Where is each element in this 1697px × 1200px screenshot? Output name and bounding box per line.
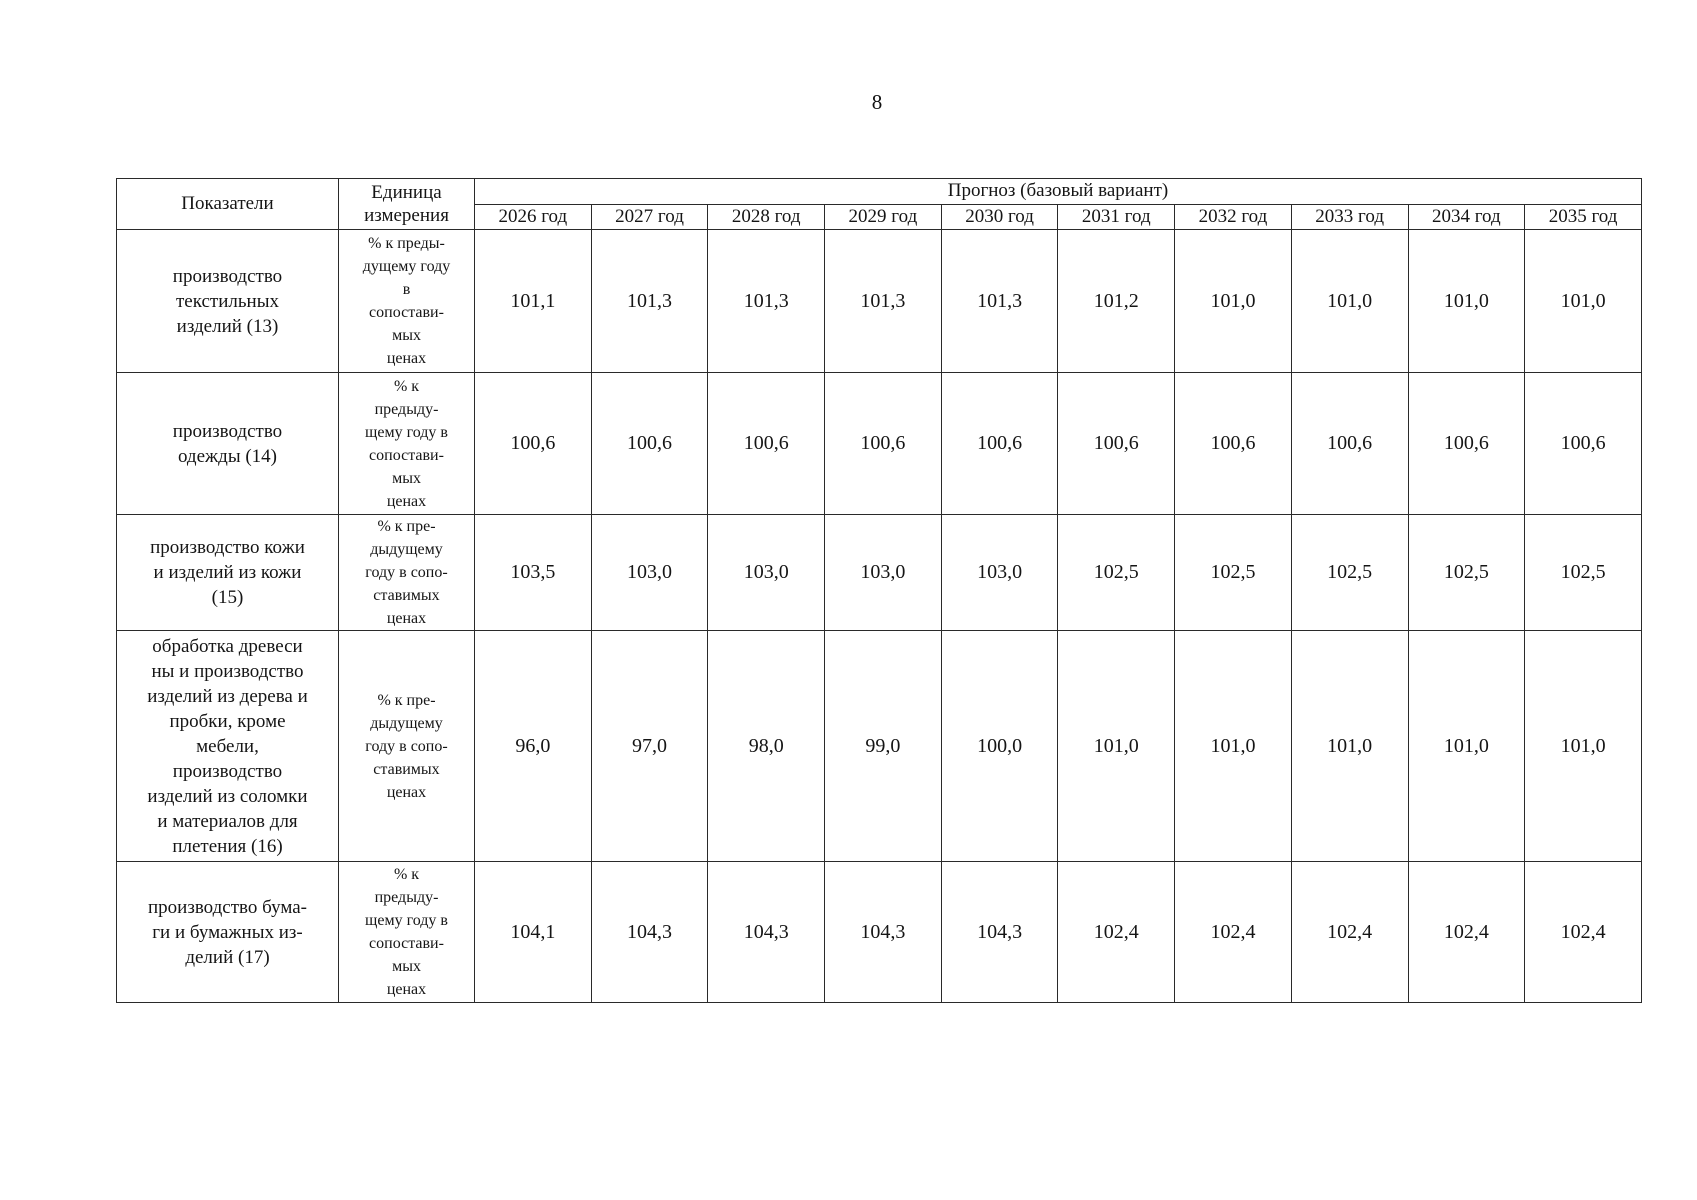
value-cell: 101,0 — [1291, 631, 1408, 862]
value-cell: 96,0 — [475, 631, 592, 862]
value-cell: 101,3 — [708, 230, 825, 373]
header-year: 2034 год — [1408, 204, 1525, 230]
value-cell: 103,0 — [591, 515, 708, 631]
value-cell: 102,4 — [1175, 862, 1292, 1003]
value-cell: 101,1 — [475, 230, 592, 373]
header-year: 2026 год — [475, 204, 592, 230]
header-year: 2030 год — [941, 204, 1058, 230]
value-cell: 101,0 — [1525, 230, 1642, 373]
unit-cell: % к пре- дыдущему году в сопо- ставимых ценах — [339, 515, 475, 631]
value-cell: 101,0 — [1291, 230, 1408, 373]
value-cell: 100,0 — [941, 631, 1058, 862]
indicator-cell: производство кожи и изделий из кожи (15) — [117, 515, 339, 631]
forecast-table-container — [116, 178, 1641, 1003]
indicator-cell: обработка древеси ны и производство изделий из дерева и пробки, кроме мебели, производство изделий из соломки и материалов для плетения (16) — [117, 631, 339, 862]
value-cell: 101,2 — [1058, 230, 1175, 373]
value-cell: 102,5 — [1058, 515, 1175, 631]
unit-cell: % к пре- дыдущему году в сопо- ставимых ценах — [339, 631, 475, 862]
table-row — [117, 515, 1642, 631]
value-cell: 101,3 — [941, 230, 1058, 373]
value-cell: 99,0 — [825, 631, 942, 862]
value-cell: 100,6 — [1175, 373, 1292, 515]
value-cell: 102,4 — [1525, 862, 1642, 1003]
value-cell: 102,5 — [1525, 515, 1642, 631]
value-cell: 98,0 — [708, 631, 825, 862]
table-row — [117, 373, 1642, 515]
value-cell: 104,3 — [708, 862, 825, 1003]
forecast-table — [116, 178, 1642, 1003]
value-cell: 102,4 — [1291, 862, 1408, 1003]
indicator-cell: производство одежды (14) — [117, 373, 339, 515]
value-cell: 101,0 — [1175, 631, 1292, 862]
page-number: 8 — [871, 90, 883, 114]
header-year: 2033 год — [1291, 204, 1408, 230]
header-year: 2028 год — [708, 204, 825, 230]
value-cell: 104,3 — [941, 862, 1058, 1003]
value-cell: 100,6 — [825, 373, 942, 515]
value-cell: 103,0 — [708, 515, 825, 631]
value-cell: 102,4 — [1058, 862, 1175, 1003]
header-year: 2032 год — [1175, 204, 1292, 230]
value-cell: 104,1 — [475, 862, 592, 1003]
header-year: 2031 год — [1058, 204, 1175, 230]
value-cell: 100,6 — [941, 373, 1058, 515]
value-cell: 101,3 — [591, 230, 708, 373]
indicator-cell: производство текстильных изделий (13) — [117, 230, 339, 373]
value-cell: 101,0 — [1058, 631, 1175, 862]
value-cell: 100,6 — [1058, 373, 1175, 515]
value-cell: 97,0 — [591, 631, 708, 862]
value-cell: 101,0 — [1175, 230, 1292, 373]
value-cell: 103,5 — [475, 515, 592, 631]
header-year: 2027 год — [591, 204, 708, 230]
value-cell: 101,0 — [1408, 631, 1525, 862]
value-cell: 100,6 — [1525, 373, 1642, 515]
value-cell: 102,4 — [1408, 862, 1525, 1003]
header-forecast: Прогноз (базовый вариант) — [475, 179, 1642, 205]
header-year: 2035 год — [1525, 204, 1642, 230]
value-cell: 100,6 — [1291, 373, 1408, 515]
value-cell: 102,5 — [1408, 515, 1525, 631]
value-cell: 101,0 — [1525, 631, 1642, 862]
value-cell: 104,3 — [825, 862, 942, 1003]
header-unit: Единица измерения — [339, 179, 475, 230]
value-cell: 100,6 — [1408, 373, 1525, 515]
unit-cell: % к преды- дущему году в сопостави- мых ценах — [339, 230, 475, 373]
unit-cell: % к предыду- щему году в сопостави- мых ценах — [339, 373, 475, 515]
value-cell: 100,6 — [708, 373, 825, 515]
table-row — [117, 230, 1642, 373]
value-cell: 103,0 — [941, 515, 1058, 631]
value-cell: 100,6 — [591, 373, 708, 515]
value-cell: 102,5 — [1291, 515, 1408, 631]
table-row — [117, 631, 1642, 862]
value-cell: 101,3 — [825, 230, 942, 373]
indicator-cell: производство бума- ги и бумажных из- делий (17) — [117, 862, 339, 1003]
table-row — [117, 862, 1642, 1003]
value-cell: 101,0 — [1408, 230, 1525, 373]
value-cell: 104,3 — [591, 862, 708, 1003]
header-indicator: Показатели — [117, 179, 339, 230]
value-cell: 103,0 — [825, 515, 942, 631]
value-cell: 102,5 — [1175, 515, 1292, 631]
header-year: 2029 год — [825, 204, 942, 230]
unit-cell: % к предыду- щему году в сопостави- мых ценах — [339, 862, 475, 1003]
value-cell: 100,6 — [475, 373, 592, 515]
